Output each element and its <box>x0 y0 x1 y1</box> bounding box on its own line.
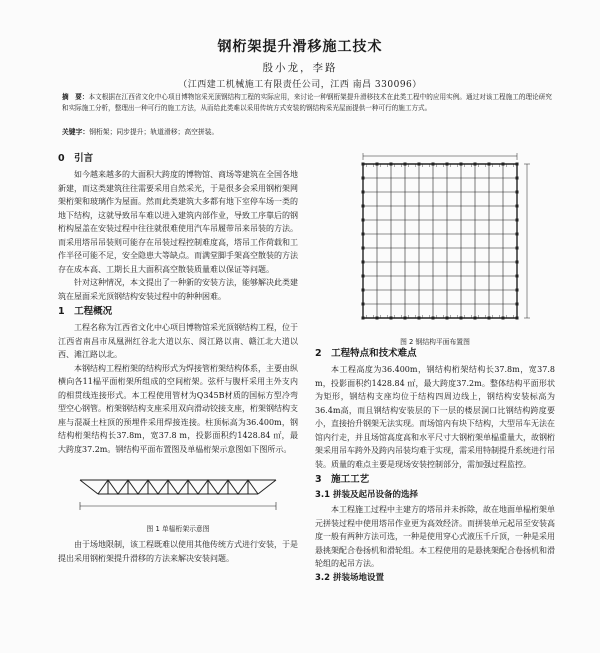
plan-support <box>516 275 519 278</box>
plan-support <box>390 317 393 320</box>
plan-support <box>446 163 449 166</box>
plan-support <box>390 163 393 166</box>
plan-support <box>516 317 519 320</box>
plan-support <box>362 219 365 222</box>
plan-support <box>516 163 519 166</box>
plan-support <box>432 317 435 320</box>
plan-support <box>432 163 435 166</box>
plan-support <box>362 247 365 250</box>
section-2-heading: 2 工程特点和技术难点 <box>315 348 417 359</box>
plan-support <box>474 317 477 320</box>
plan-support <box>418 163 421 166</box>
section-0-paragraph-2: 针对这种情况，本文提出了一种新的安装方法，能够解决此类建筑在屋面采光顶钢结构安装过程中的种种困难。 <box>58 278 298 301</box>
plan-support <box>488 317 491 320</box>
keywords-label: 关键字： <box>62 128 90 136</box>
section-1-paragraph-1: 工程名称为江西省文化中心项目博物馆采光顶钢结构工程，位于江西省南昌市凤凰洲红谷北大道以东、阅江路以南、赣江北大道以西、滩江路以北。 <box>58 323 298 359</box>
plan-support <box>516 219 519 222</box>
section-2-paragraph-1: 本工程高度为36.400m，钢结构桁架结构长37.8m，宽37.8 m，投影面积约1428.84 ㎡，最大跨度37.2m。整体结构平面形状为矩形，钢结构支座均位于结构四周边线上，钢结构安装标高为36.4m高，而且钢结构安装层的下一层的楼层洞口比钢结构跨度要小，直接抬升钢架无法实现。而场馆内有块下结构，大型吊车无法在馆内行走，并且场馆高度高和水平尺寸大钢桁架单榀重量大，故钢桁架采用吊车跨外及跨内吊装均难于实现，需采用特制提升系统进行吊装。质量的难点主要是现场安装控制部分，需加强过程监控。 <box>315 365 555 469</box>
section-1-paragraph-2: 本钢结构工程桁架的结构形式为焊接管桁架结构体系，主要由纵横向各11榀平面桁架所组成的空间桁架。弦杆与腹杆采用主外支内的相贯线连接形式。本工程使用管材为Q345B材质的国标方型冷弯型空心钢管。桁架钢结构支座采用双向滑动铰接支座，桁架钢结构支座与混凝土柱顶的预埋件采用焊接连接。柱顶标高为36.400m，钢结构桁架结构长37.8m，宽37.8 m，投影面积约1428.84 ㎡，最大跨度37.2m。钢结构平面布置图及单榀桁架示意图如下图所示。 <box>58 363 298 454</box>
plan-support <box>502 317 505 320</box>
keywords-text: 钢桁架；同步提升；轨道滑移；高空拼装。 <box>89 128 219 136</box>
steel-plan-drawing <box>315 150 555 332</box>
plan-support <box>362 317 365 320</box>
section-3-1-heading: 3.1 拼装及起吊设备的选择 <box>315 490 419 500</box>
plan-support <box>404 317 407 320</box>
plan-support <box>362 233 365 236</box>
affiliation: （江西建工机械施工有限责任公司，江西 南昌 330096） <box>178 80 422 90</box>
plan-support <box>362 177 365 180</box>
truss-drawing <box>58 460 298 524</box>
plan-support <box>446 317 449 320</box>
plan-support <box>362 261 365 264</box>
plan-support <box>362 289 365 292</box>
plan-support <box>418 317 421 320</box>
plan-support <box>362 205 365 208</box>
section-0-heading: 0 引言 <box>58 153 94 164</box>
figure-1-caption: 图 1 单榀桁架示意图 <box>146 525 210 533</box>
plan-support <box>516 261 519 264</box>
left-column <box>58 150 298 565</box>
section-1-paragraph-3: 由于场地限制，该工程既难以使用其他传统方式进行安装，于是提出采用钢桁架提升滑移的方法来解决安装问题。 <box>58 540 298 563</box>
abstract-text: 本文根据在江西省文化中心项目博物馆采光顶钢结构工程的实际应用，来讨论一种钢桁架提升滑移技术在此类工程中的应用实例。通过对该工程施工的理论研究和实际施工分析，整理出一种可行的施工方法，从而给此类难以采用传统方式安装的钢结构采光屋面提供一种可行的施工方式。 <box>62 93 553 112</box>
plan-support <box>376 163 379 166</box>
section-3-1-paragraph-1: 本工程施工过程中主建方的塔吊并未拆除，故在地面单榀桁架单元拼装过程中使用塔吊作业更为高效经济。而拼装单元起吊至安装高度一般有两种方法可选，一种是使用穿心式液压千斤顶，一种是采用悬挑架配合卷扬机和滑轮组。本工程使用的是悬挑架配合卷扬机和滑轮组的起吊方法。 <box>315 505 555 568</box>
plan-support <box>516 205 519 208</box>
paper-title: 钢桁架提升滑移施工技术 <box>217 39 383 55</box>
section-3-2-heading: 3.2 拼装场地设置 <box>315 572 385 583</box>
plan-support <box>362 275 365 278</box>
plan-support <box>474 163 477 166</box>
section-3-heading: 3 施工工艺 <box>315 474 370 485</box>
figure-2-caption: 图 2 钢结构平面布置图 <box>400 337 470 346</box>
authors: 殷小龙，李路 <box>262 62 338 74</box>
abstract-label: 摘 要： <box>62 93 89 101</box>
abstract <box>62 92 552 114</box>
section-0-paragraph-1: 如今越来越多的大面积大跨度的博物馆、商场等建筑在全国各地新建，而这类建筑往往需要采用自然采光，于是很多会采用钢桁架网架桁架和玻璃作为屋面。然而此类建筑大多都有地下室停车场一类的地下结构，这就导致吊车难以进入建筑内部作业，导致工序靠后的钢桁构屋盖在安装过程中往往就很难使用汽车吊履带吊来吊装的方法。而采用塔吊吊装则可能存在吊装过程控制难度高，塔吊工作荷载和工作半径可能不足，安全隐患大等缺点。而满堂脚手架高空散装的方法存在成本高、工期长且大面积高空散装质量难以保证等问题。 <box>58 170 298 274</box>
plan-support <box>516 191 519 194</box>
plan-support <box>516 177 519 180</box>
plan-support <box>460 317 463 320</box>
figure-1 <box>58 460 298 538</box>
plan-support <box>376 317 379 320</box>
keywords <box>62 127 552 138</box>
plan-support <box>516 303 519 306</box>
plan-support <box>404 163 407 166</box>
right-column <box>315 150 555 586</box>
plan-support <box>460 163 463 166</box>
plan-support <box>362 191 365 194</box>
plan-support <box>502 163 505 166</box>
plan-support <box>362 303 365 306</box>
plan-support <box>516 233 519 236</box>
plan-support <box>516 247 519 250</box>
figure-2 <box>315 150 555 345</box>
plan-support <box>362 163 365 166</box>
plan-support <box>516 289 519 292</box>
plan-support <box>488 163 491 166</box>
section-1-heading: 1 工程概况 <box>58 306 113 317</box>
